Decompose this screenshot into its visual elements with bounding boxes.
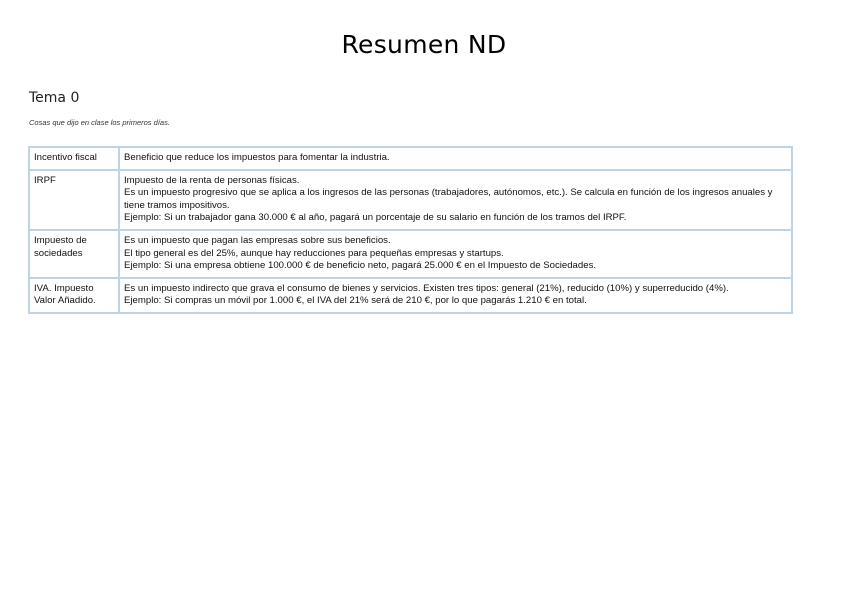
definition-line: Ejemplo: Si una empresa obtiene 100.000 € de beneficio neto, pagará 25.000 € en el Impuesto de Sociedades. [124,260,597,272]
definition-line: Es un impuesto indirecto que grava el consumo de bienes y servicios. Existen tres tipos: general (21%), reducido (10%) y superreducido (4%). [124,282,729,294]
term-cell: Impuesto de sociedades [29,230,119,278]
page-title: Resumen ND [341,30,507,59]
definition-cell [119,278,792,313]
summary-table [28,146,793,314]
section-note: Cosas que dijo en clase los primeros días. [29,118,170,127]
definition-line: El tipo general es del 25%, aunque hay reducciones para pequeñas empresas y startups. [124,247,504,259]
term-cell: IVA. Impuesto Valor Añadido. [29,278,119,313]
definition-line: Es un impuesto progresivo que se aplica a los ingresos de las personas (trabajadores, autónomos, etc.). Se calcula en función de los ingresos anuales y tiene tramos impositivos. [124,187,773,211]
table-row [29,230,792,278]
definition-line: Beneficio que reduce los impuestos para fomentar la industria. [124,152,390,163]
definition-line: Ejemplo: Si compras un móvil por 1.000 €, el IVA del 21% será de 210 €, por lo que pagarás 1.210 € en total. [124,295,587,307]
definition-line: Es un impuesto que pagan las empresas sobre sus beneficios. [124,234,391,246]
definition-cell [119,170,792,230]
table-row [29,147,792,170]
table-row [29,278,792,313]
table-row [29,170,792,230]
term-cell: IRPF [29,170,119,230]
definition-line: Impuesto de la renta de personas físicas. [124,174,300,186]
definition-cell [119,147,792,170]
section-heading: Tema 0 [29,90,80,106]
definition-cell [119,230,792,278]
term-cell: Incentivo fiscal [29,147,119,170]
definition-line: Ejemplo: Si un trabajador gana 30.000 € al año, pagará un porcentaje de su salario en función de los tramos del IRPF. [124,212,627,224]
